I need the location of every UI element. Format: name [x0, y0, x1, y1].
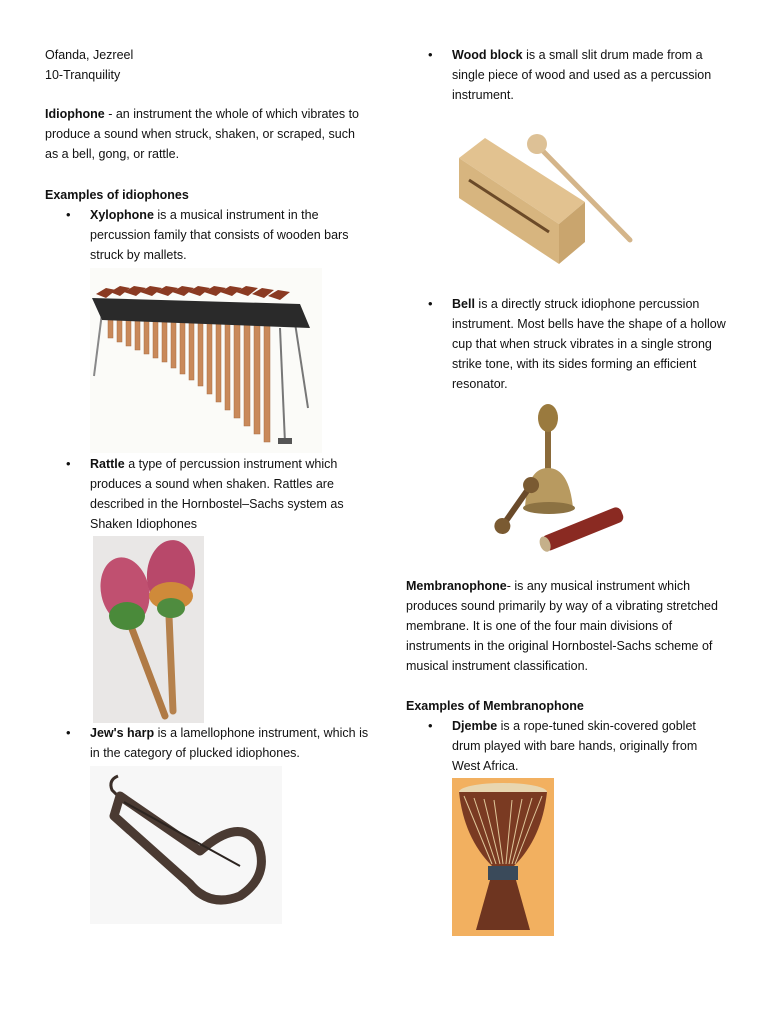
list-item-xylophone: Xylophone is a musical instrument in the percussion family that consists of wooden bars struck by mallets.: [90, 208, 349, 262]
list-item-wood-block: Wood block is a small slit drum made from a single piece of wood and used as a percussion instrument.: [452, 48, 712, 102]
djembe-image: [452, 778, 554, 936]
xylophone-image: [90, 268, 322, 453]
idiophone-definition: Idiophone - an instrument the whole of which vibrates to produce a sound when struck, shaken, or scraped, such as a bell, gong, or rattle.: [45, 107, 360, 161]
bullet: •: [66, 207, 71, 222]
bell-image: [485, 398, 630, 556]
idiophone-examples-heading: Examples of idiophones: [45, 188, 189, 202]
bullet: •: [428, 296, 433, 311]
list-item-bell: Bell is a directly struck idiophone percussion instrument. Most bells have the shape of a hollow cup that when struck vibrates in a single strong strike tone, with its sides forming an efficient resonator.: [452, 297, 726, 391]
membranophone-term: Membranophone: [406, 579, 507, 593]
list-item-jews-harp: Jew's harp is a lamellophone instrument, which is in the category of plucked idiophones.: [90, 726, 369, 760]
list-item-rattle: Rattle a type of percussion instrument which produces a sound when shaken. Rattles are described in the Hornbostel–Sachs system as Shaken Idiophones: [90, 457, 344, 531]
bullet: •: [428, 718, 433, 733]
wood-block-image: [455, 128, 637, 268]
list-item-djembe: Djembe is a rope-tuned skin-covered goblet drum played with bare hands, originally from West Africa.: [452, 719, 698, 773]
author-name: Ofanda, Jezreel: [45, 48, 134, 62]
maracas-image: [93, 536, 204, 723]
jews-harp-image: [90, 766, 282, 924]
bullet: •: [66, 456, 71, 471]
idiophone-term: Idiophone: [45, 107, 105, 121]
bullet: •: [428, 47, 433, 62]
bullet: •: [66, 725, 71, 740]
class-section: 10-Tranquility: [45, 68, 121, 82]
membranophone-definition: Membranophone- is any musical instrument which produces sound primarily by way of a vibrating stretched membrane. It is one of the four main divisions of instruments in the original Hornbostel-Sachs scheme of musical instrument classification.: [406, 579, 718, 673]
membranophone-examples-heading: Examples of Membranophone: [406, 699, 584, 713]
